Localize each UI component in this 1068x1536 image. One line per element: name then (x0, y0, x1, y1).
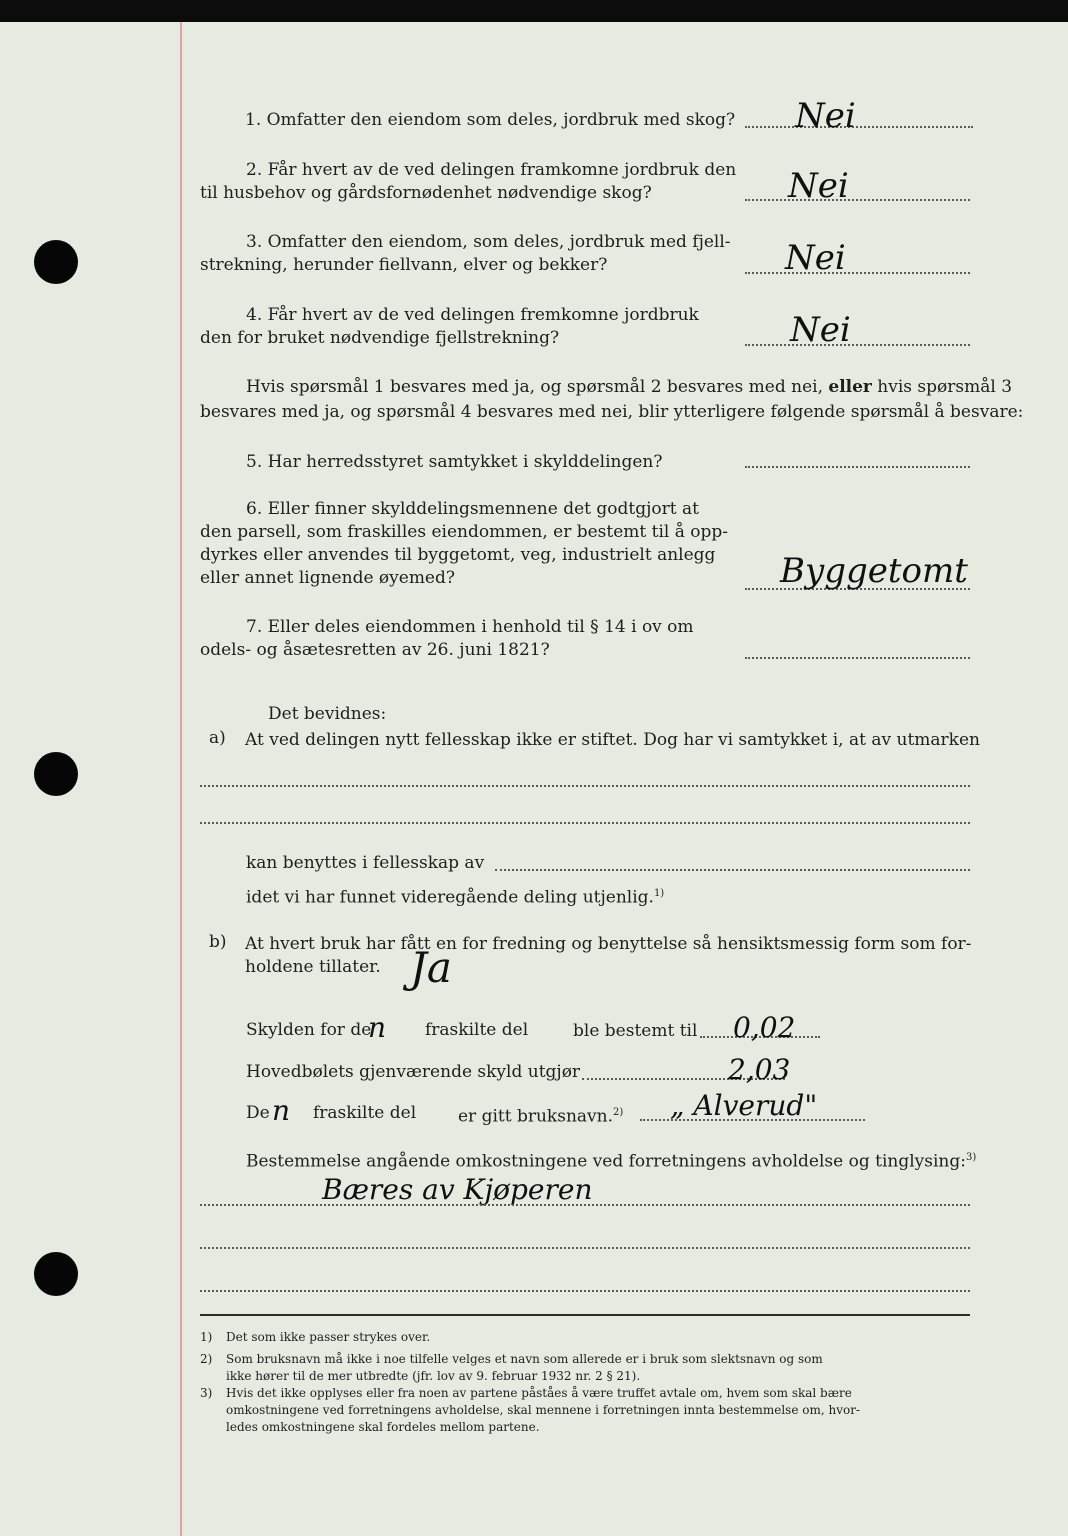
footnote-1-mark: 1) (200, 1330, 213, 1344)
bestemmelse-fill-line-1 (200, 1204, 970, 1206)
conditional-text-a: Hvis spørsmål 1 besvares med ja, og spørsmål 2 besvares med nei, (246, 377, 829, 397)
question-3-text: 3. Omfatter den eiendom, som deles, jordbruk med fjell- (246, 232, 731, 252)
bruksnavn-label-a: De (246, 1103, 270, 1123)
bruksnavn-label-hand: n (272, 1094, 291, 1127)
conditional-paragraph-line2: besvares med ja, og spørsmål 4 besvares med nei, blir ytterligere følgende spørsmål å besvare: (200, 402, 1024, 422)
question-5-answer-line (745, 466, 970, 468)
bestemmelse-value: Bæres av Kjøperen (322, 1173, 593, 1206)
bevidnes-heading: Det bevidnes: (268, 704, 387, 724)
item-a-fill-line-2 (200, 822, 970, 824)
footnote-3-text: Hvis det ikke opplyses eller fra noen av partene påståes å være truffet avtale om, hvem som skal bære (226, 1386, 852, 1400)
skyld-value: 0,02 (733, 1011, 796, 1044)
bruksnavn-label-c: er gitt bruksnavn. (458, 1106, 614, 1127)
footnote-3-mark: 3) (200, 1386, 213, 1400)
scan-top-edge (0, 0, 1068, 22)
conditional-paragraph-line1 (246, 377, 1012, 397)
footnote-1-text: Det som ikke passer strykes over. (226, 1330, 431, 1344)
punch-hole (34, 1252, 78, 1296)
margin-line (180, 22, 182, 1536)
item-a-marker: a) (209, 728, 226, 748)
item-a-idet-label: idet vi har funnet videregående deling utjenlig. (246, 887, 654, 908)
question-6-text-cont: dyrkes eller anvendes til byggetomt, veg, industrielt anlegg (200, 545, 716, 565)
question-4-answer-line (745, 344, 970, 346)
skyld-label-a: Skylden for de (246, 1020, 372, 1040)
question-4-answer: Nei (790, 310, 851, 350)
item-b-text: At hvert bruk har fått en for fredning og benyttelse så hensiktsmessig form som for- (245, 934, 972, 954)
footnote-2-text: Som bruksnavn må ikke i noe tilfelle velges et navn som allerede er i bruk som slektsnavn og som (226, 1352, 823, 1366)
footnote-ref-3: 3) (965, 1152, 977, 1163)
bruksnavn-label-c-wrap (458, 1103, 623, 1127)
question-5-text: 5. Har herredsstyret samtykket i skylddelingen? (246, 452, 663, 472)
question-2-text-cont: til husbehov og gårdsfornødenhet nødvendige skog? (200, 183, 652, 203)
question-6-text-cont: eller annet lignende øyemed? (200, 568, 455, 588)
punch-hole (34, 752, 78, 796)
question-2-answer-line (745, 199, 970, 201)
skyld-label-c: ble bestemt til (573, 1021, 698, 1041)
question-1-text: 1. Omfatter den eiendom som deles, jordbruk med skog? (245, 110, 736, 130)
bestemmelse-fill-line-2 (200, 1247, 970, 1249)
item-a-benyttes-line (495, 869, 970, 871)
item-b-text-cont: holdene tillater. (245, 957, 381, 977)
question-7-text: 7. Eller deles eiendommen i henhold til § 14 i ov om (246, 617, 694, 637)
footnote-3-text-cont: ledes omkostningene skal fordeles mellom partene. (226, 1420, 540, 1434)
question-4-text-cont: den for bruket nødvendige fjellstrekning? (200, 328, 560, 348)
conditional-text-b: hvis spørsmål 3 (871, 377, 1013, 397)
question-1-answer-line (745, 126, 973, 128)
question-7-answer-line (745, 657, 970, 659)
question-6-text-cont: den parsell, som fraskilles eiendommen, er bestemt til å opp- (200, 522, 729, 542)
item-a-idet-text (246, 884, 664, 908)
footnote-2-text-cont: ikke hører til de mer utbredte (jfr. lov av 9. februar 1932 nr. 2 § 21). (226, 1369, 641, 1383)
question-3-answer-line (745, 272, 970, 274)
question-7-text-cont: odels- og åsætesretten av 26. juni 1821? (200, 640, 550, 660)
footnote-ref-1: 1) (653, 888, 665, 899)
bruksnavn-value: „ Alverud" (670, 1089, 818, 1122)
hovedbol-value: 2,03 (728, 1053, 791, 1086)
item-a-benyttes-label: kan benyttes i fellesskap av (246, 853, 485, 873)
question-2-answer: Nei (788, 166, 849, 206)
bestemmelse-label-wrap (246, 1148, 976, 1172)
question-2-text: 2. Får hvert av de ved delingen framkomne jordbruk den (246, 160, 737, 180)
skyld-label-hand: n (368, 1011, 387, 1044)
footnote-divider (200, 1314, 970, 1316)
question-3-text-cont: strekning, herunder fiellvann, elver og bekker? (200, 255, 608, 275)
skyld-label-b: fraskilte del (425, 1020, 529, 1040)
question-1-answer: Nei (795, 96, 856, 136)
punch-hole (34, 240, 78, 284)
footnote-ref-2: 2) (613, 1107, 624, 1118)
footnote-2-mark: 2) (200, 1352, 213, 1366)
bestemmelse-label: Bestemmelse angående omkostningene ved forretningens avholdelse og tinglysing: (246, 1151, 966, 1172)
question-6-text: 6. Eller finner skylddelingsmennene det godtgjort at (246, 499, 699, 519)
item-a-fill-line-1 (200, 785, 970, 787)
item-b-answer: Ja (410, 943, 452, 992)
item-b-marker: b) (209, 932, 227, 952)
item-a-text: At ved delingen nytt fellesskap ikke er stiftet. Dog har vi samtykket i, at av utmarken (245, 730, 980, 750)
hovedbol-label: Hovedbølets gjenværende skyld utgjør (246, 1062, 581, 1082)
question-6-answer: Byggetomt (780, 551, 968, 591)
question-4-text: 4. Får hvert av de ved delingen fremkomne jordbruk (246, 305, 699, 325)
bestemmelse-fill-line-3 (200, 1290, 970, 1292)
conditional-bold-word: eller (828, 377, 872, 397)
footnote-3-text-cont: omkostningene ved forretningens avholdelse, skal mennene i forretningen innta bestemmelse om, hvor- (226, 1403, 860, 1417)
question-3-answer: Nei (785, 238, 846, 278)
bruksnavn-label-b: fraskilte del (313, 1103, 417, 1123)
